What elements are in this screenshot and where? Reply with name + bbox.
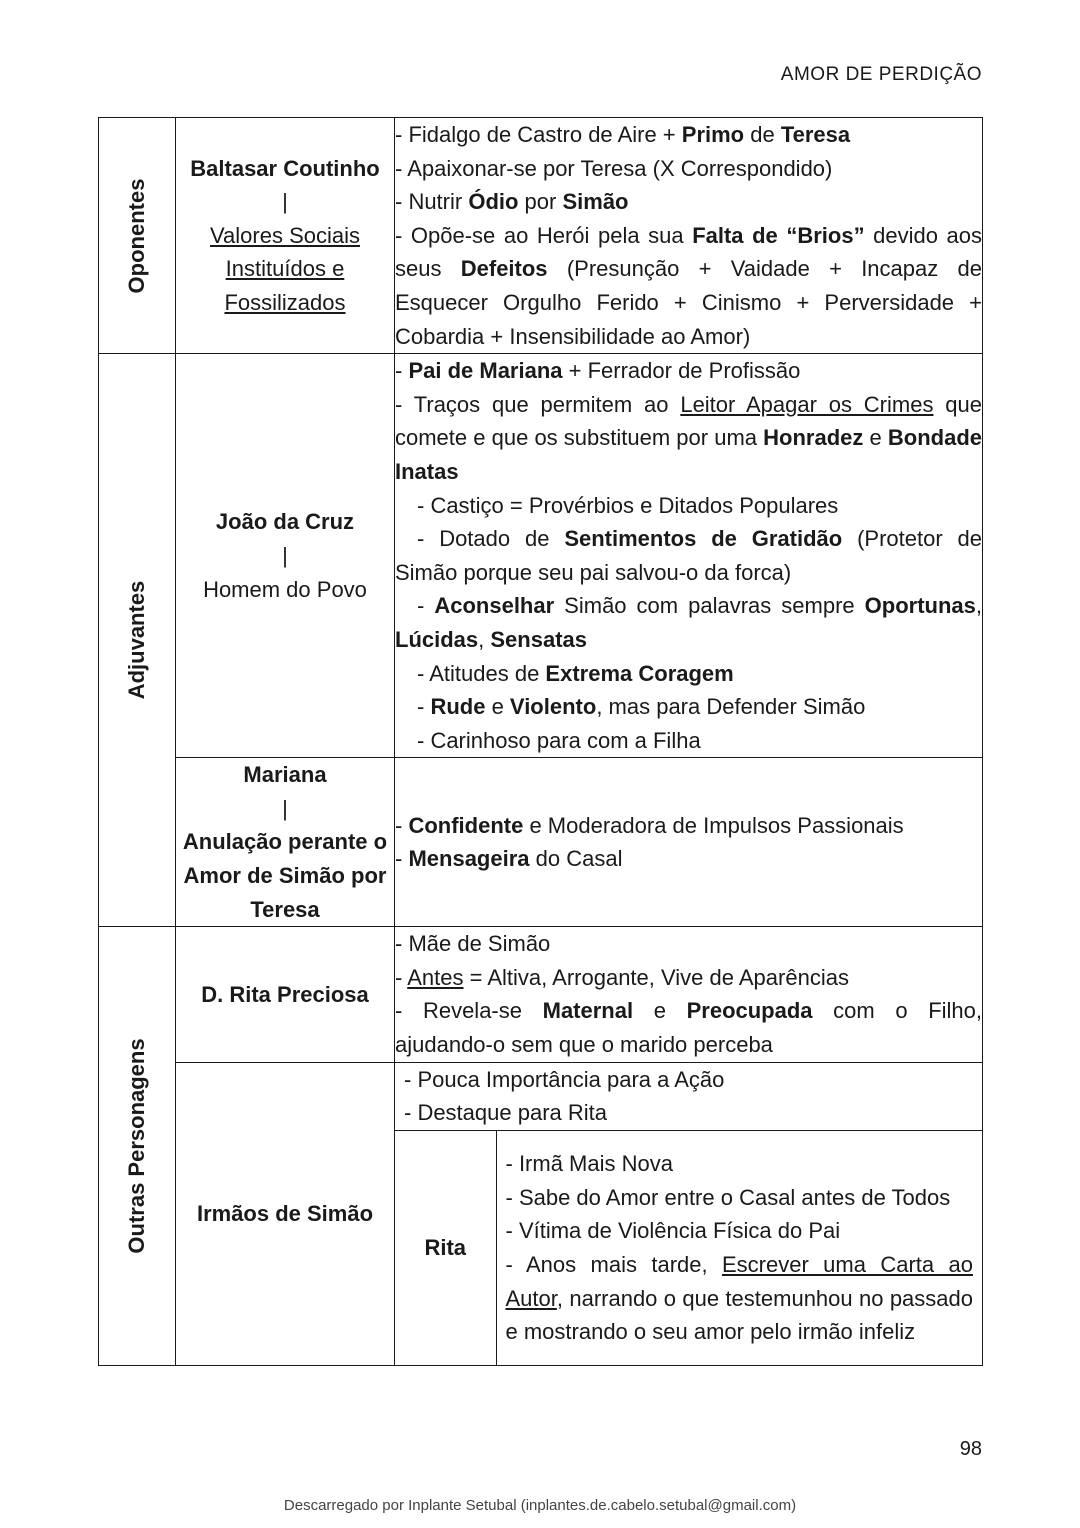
description-cell-joao: [395, 354, 983, 758]
group-cell-oponentes: [99, 118, 176, 354]
desc-line: - Opõe-se ao Herói pela sua Falta de “Brios” devido aos seus Defeitos (Presunção + Vaidade + Incapaz de Esquecer Orgulho Ferido + Cinismo + Perversidade + Cobardia + Insensibilidade ao Amor): [395, 222, 982, 349]
character-name: D. Rita Preciosa: [201, 981, 369, 1007]
desc-line: - Revela-se Maternal e Preocupada com o Filho, ajudando-o sem que o marido perceba: [395, 998, 982, 1058]
desc-line: - Dotado de Sentimentos de Gratidão (Protetor de Simão porque seu pai salvou-o da forca): [395, 526, 982, 585]
separator: |: [282, 795, 288, 821]
desc-line: - Rude e Violento, mas para Defender Simão: [417, 694, 866, 720]
desc-line: - Destaque para Rita: [404, 1100, 607, 1126]
character-role: Instituídos e: [225, 256, 345, 282]
desc-line: - Sabe do Amor entre o Casal antes de Todos: [505, 1184, 951, 1210]
desc-line: - Confidente e Moderadora de Impulsos Passionais: [395, 812, 904, 838]
desc-line: - Atitudes de Extrema Coragem: [417, 660, 734, 686]
character-cell-mariana: [176, 758, 395, 927]
description-cell-rita: [496, 1130, 982, 1365]
separator: |: [282, 542, 288, 568]
character-cell-irmaos: [176, 1062, 395, 1366]
desc-line: - Carinhoso para com a Filha: [417, 727, 701, 753]
desc-line: - Anos mais tarde, Escrever uma Carta ao Autor, narrando o que testemunhou no passado e mostrando o seu amor pelo irmão infeliz: [505, 1252, 973, 1345]
page-number: 98: [959, 1438, 982, 1460]
desc-line: - Aconselhar Simão com palavras sempre Oportunas, Lúcidas, Sensatas: [395, 593, 982, 652]
description-cell-baltasar: [395, 118, 983, 354]
group-cell-adjuvantes: [99, 354, 176, 927]
character-role: Anulação perante o Amor de Simão por Teresa: [182, 829, 388, 922]
running-header-title: AMOR DE PERDIÇÃO: [780, 64, 982, 85]
group-label-outras: Outras Personagens: [124, 1038, 150, 1254]
character-name: João da Cruz: [215, 509, 355, 535]
desc-line: - Apaixonar-se por Teresa (X Correspondido): [395, 155, 833, 181]
row-mariana: [99, 758, 983, 927]
description-cell-irmaos: [395, 1062, 983, 1366]
desc-line: - Pai de Mariana + Ferrador de Profissão: [395, 358, 801, 384]
desc-line: - Mensageira do Casal: [395, 846, 623, 872]
row-baltasar: [99, 118, 983, 354]
desc-line: - Pouca Importância para a Ação: [404, 1066, 725, 1092]
row-joao: [99, 354, 983, 758]
character-role: Fossilizados: [224, 289, 346, 315]
desc-line: - Antes = Altiva, Arrogante, Vive de Aparências: [395, 964, 849, 990]
desc-line: - Irmã Mais Nova: [505, 1151, 673, 1177]
desc-line: - Traços que permitem ao Leitor Apagar os Crimes que comete e que os substituem por uma Honradez e Bondade Inatas: [395, 391, 982, 484]
character-cell-rita-preciosa: [176, 927, 395, 1062]
desc-line: - Castiço = Provérbios e Ditados Populares: [417, 492, 839, 518]
character-cell-baltasar: [176, 118, 395, 354]
desc-line: - Nutrir Ódio por Simão: [395, 189, 629, 215]
row-rita-preciosa: [99, 927, 983, 1062]
character-name: Baltasar Coutinho: [190, 155, 380, 181]
character-cell-joao: [176, 354, 395, 758]
character-cell-rita: [395, 1130, 496, 1365]
irmaos-summary: [395, 1063, 982, 1130]
desc-line: - Fidalgo de Castro de Aire + Primo de Teresa: [395, 122, 851, 147]
desc-line: - Mãe de Simão: [395, 931, 551, 957]
character-role: Homem do Povo: [203, 576, 367, 602]
row-irmaos: [99, 1062, 983, 1366]
description-cell-rita-preciosa: [395, 927, 983, 1062]
rita-subtable: [395, 1130, 982, 1366]
character-name: Irmãos de Simão: [196, 1201, 374, 1227]
group-label-adjuvantes: Adjuvantes: [124, 580, 150, 700]
character-name: Rita: [424, 1235, 467, 1261]
desc-line: - Vítima de Violência Física do Pai: [505, 1218, 841, 1244]
description-cell-mariana: [395, 758, 983, 927]
group-label-oponentes: Oponentes: [124, 178, 150, 294]
characters-table: [98, 117, 983, 1366]
separator: |: [282, 189, 288, 215]
group-cell-outras: [99, 927, 176, 1366]
character-name: Mariana: [243, 762, 327, 788]
download-footer: Descarregado por Inplante Setubal (inplantes.de.cabelo.setubal@gmail.com): [283, 1497, 797, 1514]
character-role: Valores Sociais: [210, 222, 360, 248]
